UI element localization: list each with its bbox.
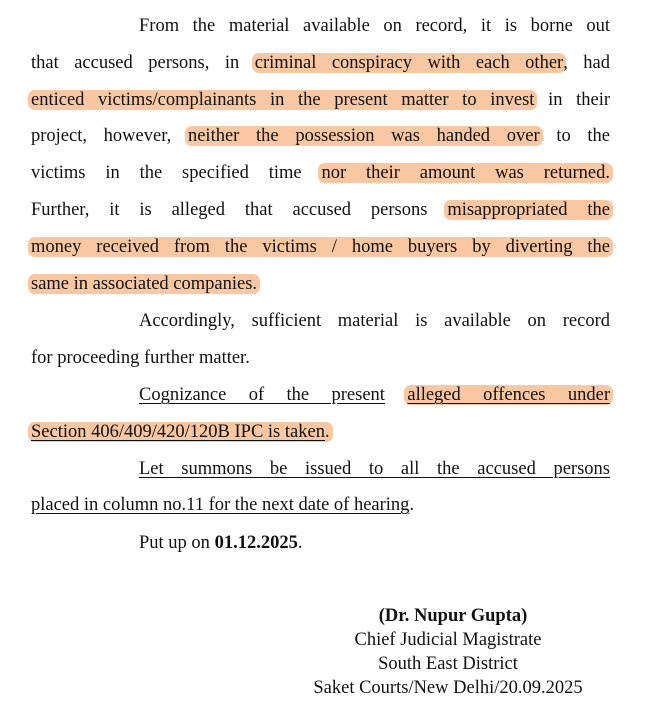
highlight-span: neither the possession was handed over [185, 126, 543, 146]
para4-line1 [139, 454, 610, 484]
para1-line6 [31, 195, 610, 225]
text-span: in their [548, 90, 611, 110]
signatory-district: South East District [378, 654, 518, 674]
para4-line2 [31, 490, 610, 520]
para3-line2 [31, 417, 610, 447]
para1-line7 [31, 232, 610, 262]
para1-line4 [31, 121, 610, 151]
highlight-span: money received from the victims / home buyers by diverting the [28, 237, 613, 257]
text-span: Accordingly, sufficient material is available on record [139, 311, 610, 331]
highlight-span: criminal conspiracy with each other [252, 53, 566, 73]
text-span: . [324, 422, 330, 442]
highlight-span: misappropriated the [444, 200, 613, 220]
text-span: for proceeding further matter. [31, 348, 250, 368]
para1-line3 [31, 85, 610, 115]
text-span: . [605, 163, 610, 183]
underlined-text: Let summons be issued to all the accused persons [139, 459, 610, 479]
signatory-name: (Dr. Nupur Gupta) [378, 606, 528, 626]
text-span: , had [563, 53, 611, 73]
signature-block [288, 604, 608, 700]
para1-line2 [31, 48, 610, 78]
highlight-span: enticed victims/complainants in the present matter to invest [28, 90, 537, 110]
text-span: . [297, 533, 303, 553]
text-span: Put up on [139, 533, 210, 553]
para1-line8 [31, 269, 610, 299]
next-date: 01.12.2025 [214, 533, 298, 553]
highlight-span: nor their amount was returned [321, 163, 606, 183]
para3-line1 [139, 380, 610, 410]
highlight-span: Section 406/409/420/120B IPC is taken [31, 422, 325, 442]
underlined-text: Cognizance of the present [139, 385, 385, 405]
text-span: . [252, 274, 258, 294]
highlight-span: same in associated companies [31, 274, 253, 294]
signatory-place-date: Saket Courts/New Delhi/20.09.2025 [313, 678, 583, 698]
text-span: . [409, 495, 415, 515]
text-span: From the material available on record, it is borne out [139, 16, 610, 36]
put-up-line [139, 528, 610, 558]
text-span: project, however, [31, 126, 172, 146]
para1-line5 [31, 158, 610, 188]
underlined-text: placed in column no.11 for the next date of hearing [31, 495, 410, 515]
text-span: that accused persons, in [31, 53, 240, 73]
para2-line1 [139, 306, 610, 336]
highlight-span: alleged offences under [404, 385, 613, 405]
text-span: victims in the specified time [31, 163, 302, 183]
para2-line2 [31, 343, 610, 373]
para1-line1 [139, 11, 610, 41]
text-span: Further, it is alleged that accused persons [31, 200, 428, 220]
text-span: to the [556, 126, 611, 146]
signatory-designation: Chief Judicial Magistrate [354, 630, 542, 650]
